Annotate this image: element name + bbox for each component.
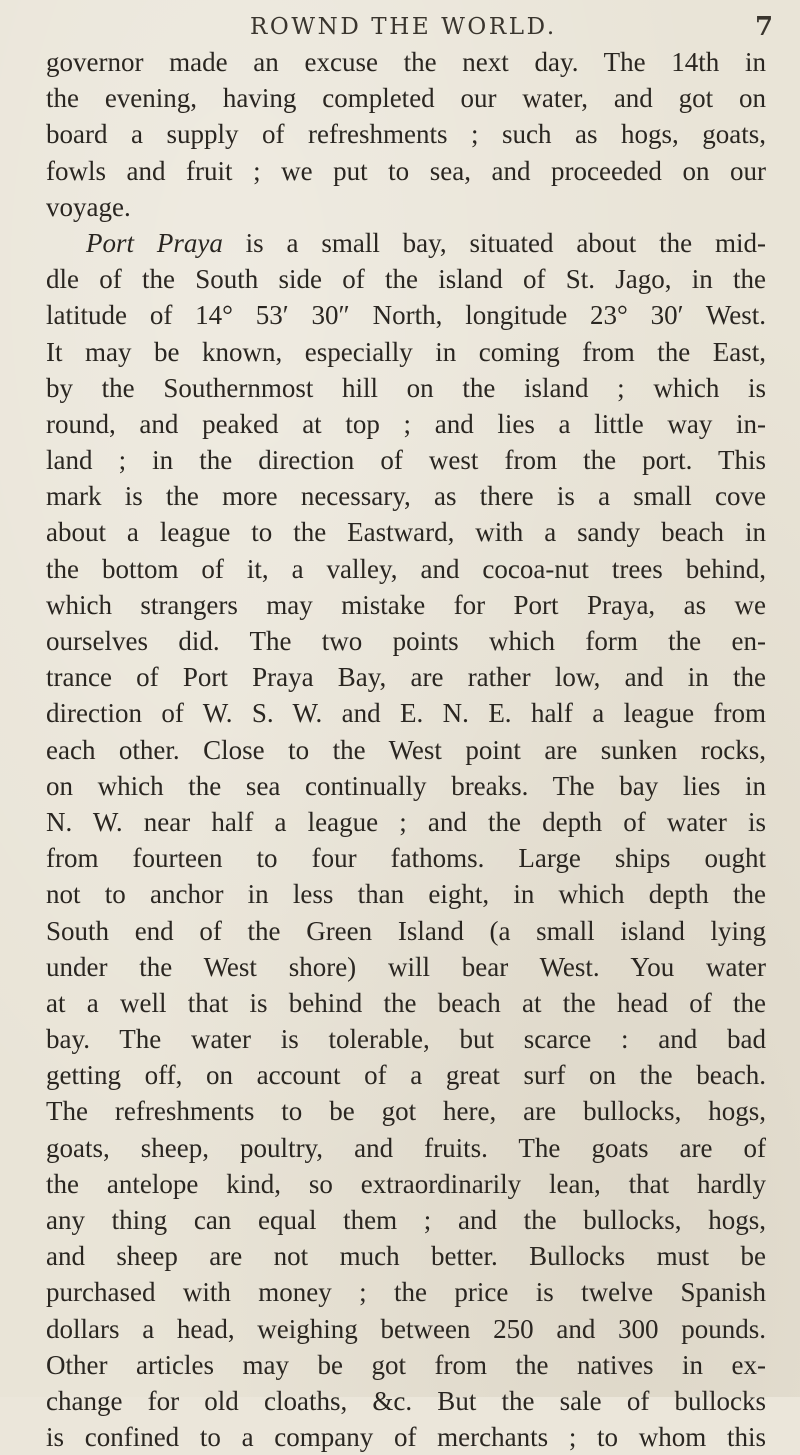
- running-head-title: ROWND THE WORLD.: [250, 14, 557, 40]
- text-line-29: getting off, on account of a great surf on the beach.: [46, 1060, 766, 1091]
- page-number: 7: [755, 12, 774, 42]
- text-line-30: The refreshments to be got here, are bullocks, hogs,: [46, 1096, 766, 1127]
- text-line-14: about a league to the Eastward, with a sandy beach in: [46, 517, 766, 548]
- text-line-20: each other. Close to the West point are sunken rocks,: [46, 734, 766, 765]
- text-line-32: the antelope kind, so extraordinarily lean, that hardly: [46, 1168, 766, 1199]
- text-line-31: goats, sheep, poultry, and fruits. The goats are of: [46, 1132, 766, 1163]
- text-line-38: change for old cloaths, &c. But the sale of bullocks: [46, 1385, 766, 1416]
- text-line-13: mark is the more necessary, as there is a small cove: [46, 481, 766, 512]
- text-line-35: purchased with money ; the price is twelve Spanish: [46, 1277, 766, 1308]
- text-line-19: direction of W. S. W. and E. N. E. half a league from: [46, 698, 766, 729]
- text-line-17: ourselves did. The two points which form the en-: [46, 626, 766, 656]
- text-line-2: the evening, having completed our water, and got on: [46, 83, 766, 114]
- text-line-16: which strangers may mistake for Port Praya, as we: [46, 589, 766, 620]
- text-line-1: governor made an excuse the next day. The 14th in: [46, 47, 766, 77]
- text-line-27: at a well that is behind the beach at the head of the: [46, 987, 766, 1018]
- text-line-15: the bottom of it, a valley, and cocoa-nut trees behind,: [46, 553, 766, 584]
- text-line-12: land ; in the direction of west from the port. This: [46, 445, 766, 476]
- text-line-11: round, and peaked at top ; and lies a little way in-: [46, 408, 766, 439]
- text-line-24: not to anchor in less than eight, in which depth the: [46, 879, 766, 910]
- body-text: [46, 44, 766, 1455]
- text-line-37: Other articles may be got from the natives in ex-: [46, 1349, 766, 1380]
- text-line-34: and sheep are not much better. Bullocks must be: [46, 1241, 766, 1272]
- text-line-22: N. W. near half a league ; and the depth of water is: [46, 806, 766, 837]
- text-line-33: any thing can equal them ; and the bullocks, hogs,: [46, 1205, 766, 1235]
- text-line-8: latitude of 14° 53′ 30″ North, longitude 23° 30′ West.: [46, 300, 766, 331]
- text-line-4: fowls and fruit ; we put to sea, and proceeded on our: [46, 155, 766, 186]
- text-line-9: It may be known, especially in coming from the East,: [46, 336, 766, 367]
- text-line-6-rest: is a small bay, situated about the mid-: [222, 227, 766, 258]
- text-line-18: trance of Port Praya Bay, are rather low, and in the: [46, 662, 766, 693]
- text-line-36: dollars a head, weighing between 250 and 300 pounds.: [46, 1313, 766, 1344]
- place-name-port-praya: Port Praya: [86, 227, 223, 258]
- text-line-21: on which the sea continually breaks. The bay lies in: [46, 770, 766, 801]
- text-line-23: from fourteen to four fathoms. Large ships ought: [46, 843, 766, 874]
- text-line-6: [46, 225, 766, 261]
- running-head: [0, 14, 800, 44]
- text-line-26: under the West shore) will bear West. You water: [46, 951, 766, 982]
- text-line-7: dle of the South side of the island of St. Jago, in the: [46, 264, 766, 295]
- text-line-5: voyage.: [46, 191, 131, 222]
- text-line-10: by the Southernmost hill on the island ; which is: [46, 372, 766, 403]
- text-line-25: South end of the Green Island (a small island lying: [46, 915, 766, 946]
- text-line-3: board a supply of refreshments ; such as hogs, goats,: [46, 119, 766, 150]
- text-line-28: bay. The water is tolerable, but scarce : and bad: [46, 1024, 766, 1055]
- text-line-39: is confined to a company of merchants ; to whom this: [46, 1422, 766, 1453]
